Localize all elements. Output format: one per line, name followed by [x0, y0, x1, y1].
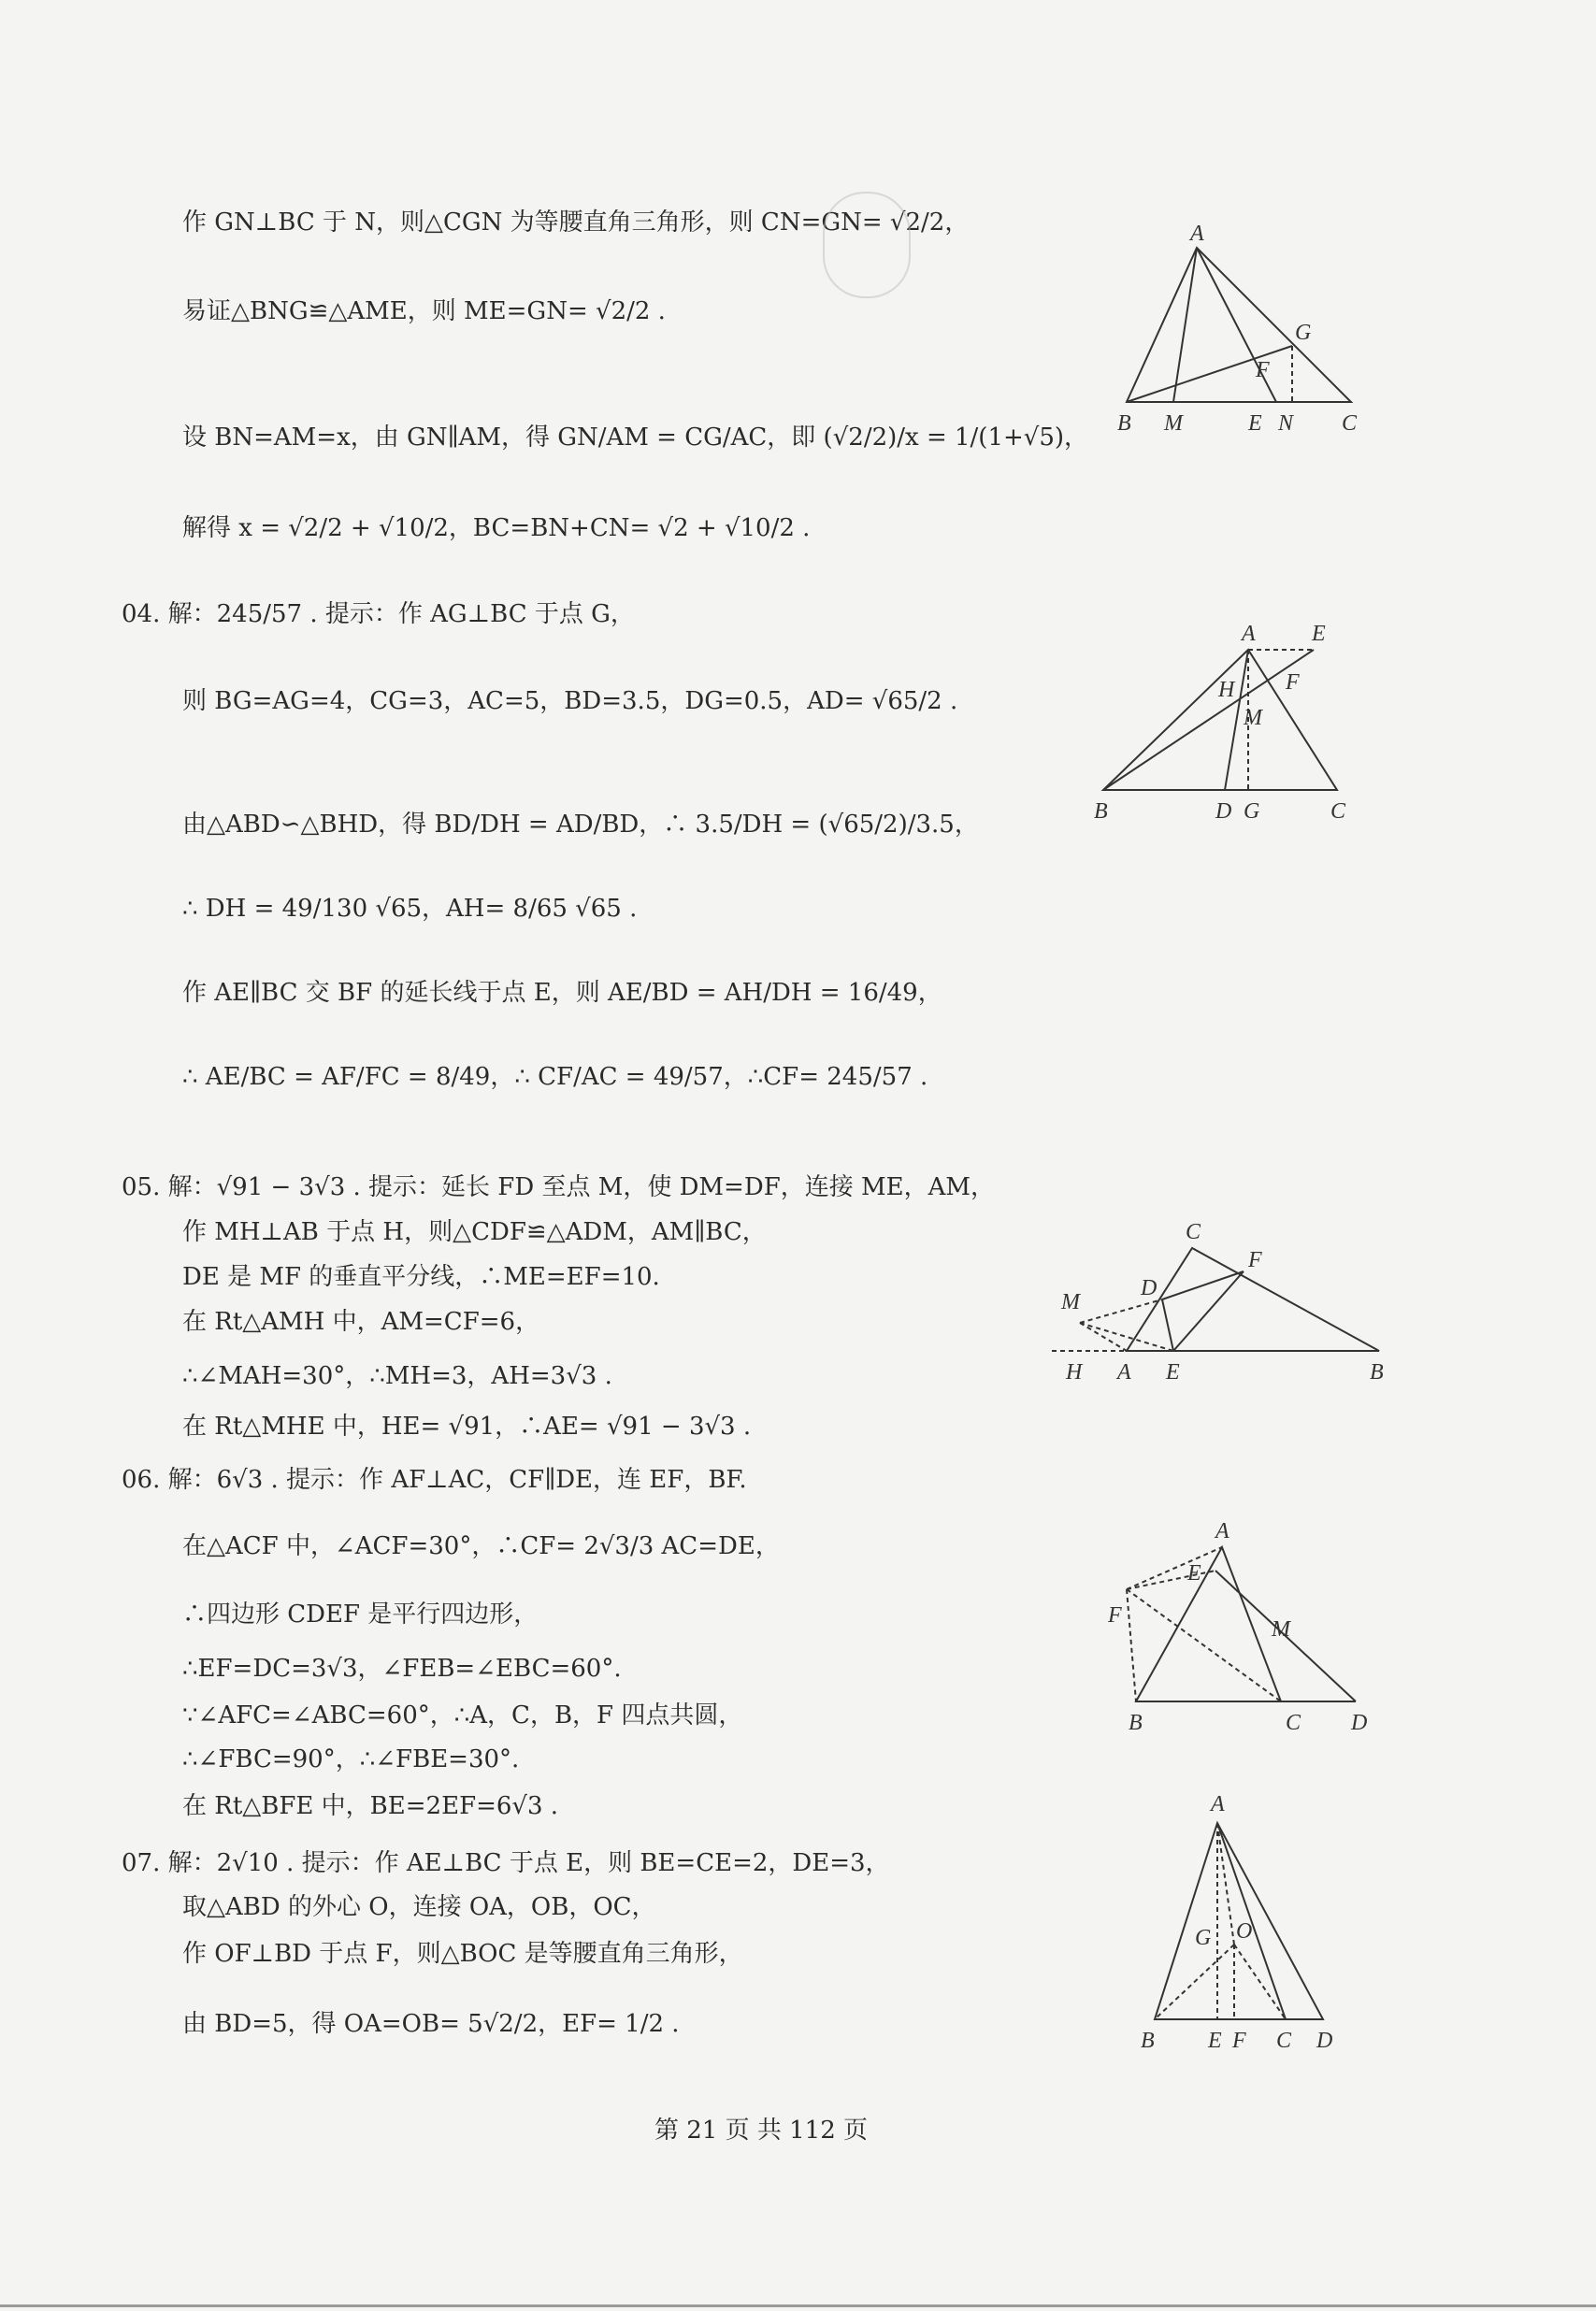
line-26: 作 OF⊥BD 于点 F，则△BOC 是等腰直角三角形， [182, 1940, 743, 1968]
line-24: 07. 解：2√10 . 提示：作 AE⊥BC 于点 E，则 BE=CE=2，DE=3， [122, 1849, 890, 1877]
line-19: ∴四边形 CDEF 是平行四边形， [182, 1600, 539, 1629]
label-C: C [1186, 1220, 1201, 1244]
line-17: 06. 解：6√3 . 提示：作 AF⊥AC，CF∥DE，连 EF，BF. [122, 1466, 747, 1494]
label-E: E [1187, 1561, 1201, 1586]
line-8: ∴ DH = 49/130 √65，AH= 8/65 √65 . [182, 895, 638, 923]
line-12: 作 MH⊥AB 于点 H，则△CDF≌△ADM，AM∥BC， [182, 1218, 767, 1246]
label-B: B [1129, 1711, 1143, 1735]
line-10: ∴ AE/BC = AF/FC = 8/49，∴ CF/AC = 49/57，∴CF= 245/57 . [182, 1063, 928, 1091]
figure-4 [1108, 1519, 1379, 1744]
label-E: E [1208, 2029, 1222, 2053]
label-C: C [1286, 1711, 1301, 1735]
line-21: ∵∠AFC=∠ABC=60°，∴A，C，B，F 四点共圆， [182, 1701, 743, 1730]
figure-2 [1089, 617, 1370, 832]
label-E: E [1166, 1360, 1180, 1385]
label-F: F [1248, 1248, 1262, 1272]
label-F: F [1108, 1603, 1122, 1628]
label-D: D [1316, 2029, 1333, 2053]
bottom-rule [0, 2304, 1596, 2307]
label-M: M [1272, 1617, 1290, 1642]
line-7: 由△ABD∽△BHD，得 BD/DH = AD/BD，∴ 3.5/DH = (√65/2)/3.5， [182, 811, 979, 839]
figure-1 [1117, 220, 1379, 444]
label-H: H [1218, 678, 1235, 702]
label-B: B [1094, 799, 1108, 824]
stamp-watermark [823, 192, 911, 298]
line-23: 在 Rt△BFE 中，BE=2EF=6√3 . [182, 1792, 559, 1820]
figure-3 [1052, 1215, 1398, 1393]
line-18: 在△ACF 中，∠ACF=30°，∴CF= 2√3/3 AC=DE， [182, 1532, 780, 1560]
label-D: D [1351, 1711, 1368, 1735]
label-F: F [1232, 2029, 1246, 2053]
label-B: B [1117, 411, 1131, 436]
label-A: A [1211, 1792, 1225, 1816]
label-A: A [1215, 1519, 1229, 1543]
label-H: H [1066, 1360, 1083, 1385]
label-A: A [1190, 222, 1204, 246]
label-C: C [1342, 411, 1358, 436]
label-B: B [1370, 1360, 1384, 1385]
line-1: 作 GN⊥BC 于 N，则△CGN 为等腰直角三角形，则 CN=GN= √2/2， [182, 208, 970, 237]
line-5: 04. 解：245/57 . 提示：作 AG⊥BC 于点 G， [122, 600, 635, 628]
line-25: 取△ABD 的外心 O，连接 OA，OB，OC， [182, 1893, 656, 1921]
label-E: E [1312, 622, 1326, 646]
label-O: O [1236, 1919, 1253, 1944]
line-16: 在 Rt△MHE 中，HE= √91，∴AE= √91 − 3√3 . [182, 1413, 752, 1441]
label-D: D [1215, 799, 1232, 824]
label-G: G [1244, 799, 1260, 824]
label-M: M [1164, 411, 1183, 436]
page-footer: 第 21 页 共 112 页 [654, 2117, 869, 2145]
figure-5 [1131, 1781, 1356, 2061]
line-14: 在 Rt△AMH 中，AM=CF=6， [182, 1308, 540, 1336]
line-4: 解得 x = √2/2 + √10/2，BC=BN+CN= √2 + √10/2 . [182, 514, 811, 542]
label-G: G [1195, 1926, 1212, 1950]
label-G: G [1295, 321, 1312, 345]
label-F: F [1256, 358, 1270, 382]
line-22: ∴∠FBC=90°，∴∠FBE=30°. [182, 1745, 520, 1773]
label-E: E [1248, 411, 1262, 436]
line-11: 05. 解：√91 − 3√3 . 提示：延长 FD 至点 M，使 DM=DF，连接 ME，AM， [122, 1173, 995, 1201]
line-3: 设 BN=AM=x，由 GN∥AM，得 GN/AM = CG/AC，即 (√2/2)/x = 1/(1+√5)， [182, 423, 1089, 452]
label-C: C [1276, 2029, 1292, 2053]
label-A: A [1117, 1360, 1131, 1385]
label-N: N [1278, 411, 1294, 436]
label-A: A [1242, 622, 1256, 646]
label-C: C [1330, 799, 1346, 824]
label-M: M [1061, 1290, 1080, 1314]
line-13: DE 是 MF 的垂直平分线，∴ME=EF=10. [182, 1263, 660, 1291]
label-D: D [1141, 1276, 1157, 1300]
line-9: 作 AE∥BC 交 BF 的延长线于点 E，则 AE/BD = AH/DH = 16/49， [182, 979, 942, 1007]
line-15: ∴∠MAH=30°，∴MH=3，AH=3√3 . [182, 1362, 612, 1390]
label-B: B [1141, 2029, 1155, 2053]
line-6: 则 BG=AG=4，CG=3，AC=5，BD=3.5，DG=0.5，AD= √65/2 . [182, 687, 958, 715]
line-27: 由 BD=5，得 OA=OB= 5√2/2，EF= 1/2 . [182, 2010, 680, 2038]
label-M: M [1244, 706, 1262, 730]
line-2: 易证△BNG≌△AME，则 ME=GN= √2/2 . [182, 297, 666, 325]
label-F: F [1286, 670, 1300, 695]
line-20: ∴EF=DC=3√3，∠FEB=∠EBC=60°. [182, 1655, 622, 1683]
